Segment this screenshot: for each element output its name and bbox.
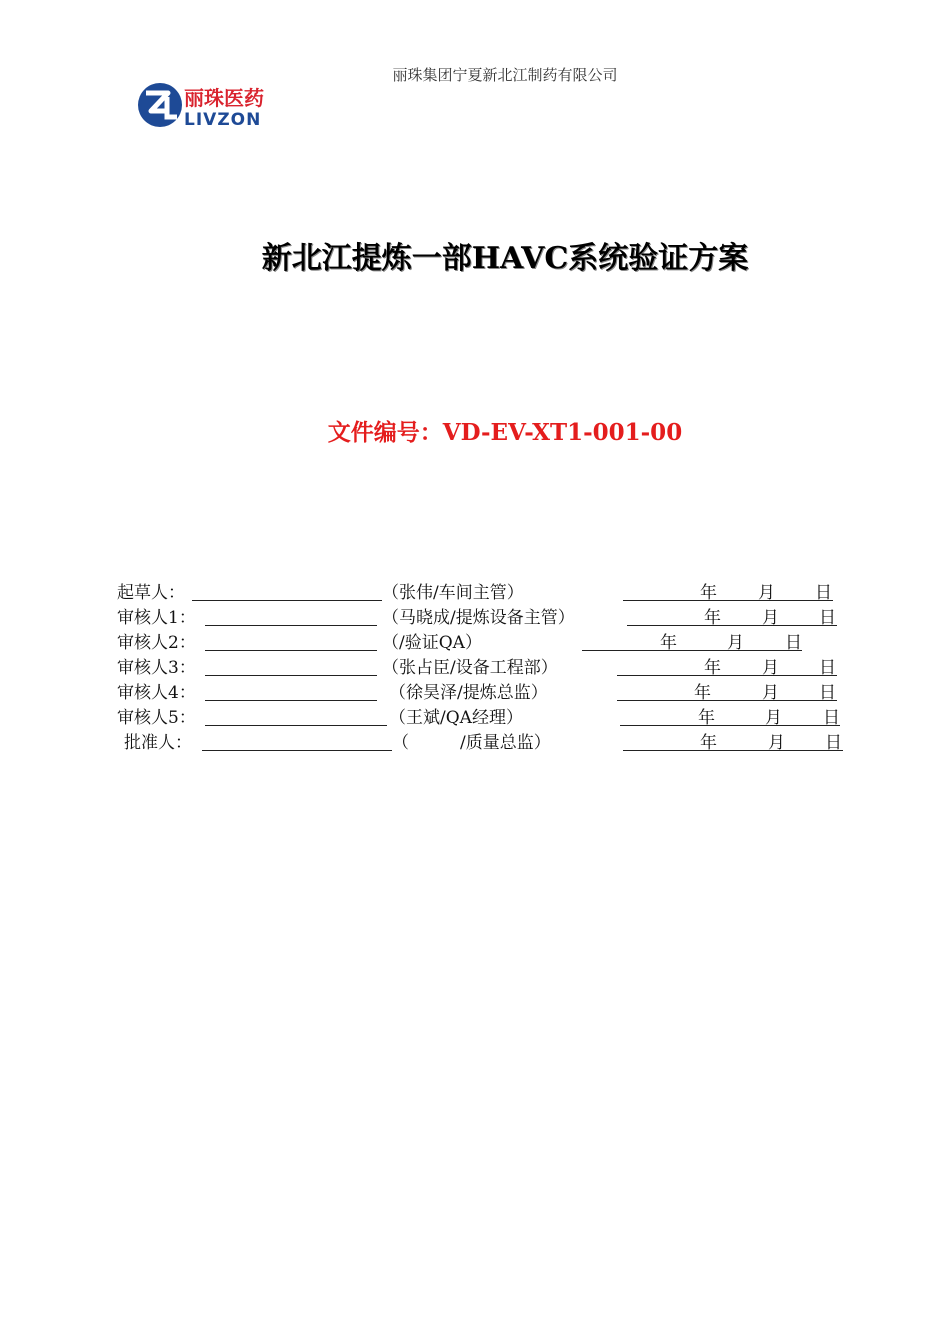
signature-role: 起草人： xyxy=(117,583,185,603)
signature-person: （马晓成/提炼设备主管） xyxy=(382,608,575,628)
date-line xyxy=(617,675,837,676)
logo-en-text: LIVZON xyxy=(184,110,262,130)
date-month: 月 xyxy=(727,633,744,653)
logo-cn-text: 丽珠医药 xyxy=(184,86,264,110)
date-year: 年 xyxy=(704,658,721,678)
signature-row xyxy=(117,582,857,604)
signature-row xyxy=(117,657,857,679)
signature-row xyxy=(117,632,857,654)
company-header: 丽珠集团宁夏新北江制药有限公司 xyxy=(392,66,618,84)
date-line xyxy=(620,725,840,726)
date-month: 月 xyxy=(762,683,779,703)
signature-line xyxy=(205,650,377,651)
date-line xyxy=(582,650,802,651)
signature-row xyxy=(117,607,857,629)
date-day: 日 xyxy=(825,733,842,753)
date-month: 月 xyxy=(765,708,782,728)
livzon-zl-logo-icon xyxy=(137,80,282,130)
date-month: 月 xyxy=(762,658,779,678)
signature-row xyxy=(117,707,857,729)
signature-person: （张占臣/设备工程部） xyxy=(382,658,558,678)
date-line xyxy=(617,700,837,701)
document-number: 文件编号：VD-EV-XT1-001-00 xyxy=(327,419,683,446)
signature-role: 审核人2： xyxy=(117,633,196,653)
date-line xyxy=(627,625,837,626)
signature-line xyxy=(205,700,377,701)
signature-role: 审核人3： xyxy=(117,658,196,678)
signature-person: （张伟/车间主管） xyxy=(382,583,524,603)
date-day: 日 xyxy=(823,708,840,728)
signature-line xyxy=(192,600,382,601)
date-month: 月 xyxy=(768,733,785,753)
signature-line xyxy=(205,625,377,626)
date-year: 年 xyxy=(694,683,711,703)
date-day: 日 xyxy=(819,608,836,628)
signature-role: 审核人4： xyxy=(117,683,196,703)
document-title: 新北江提炼一部HAVC系统验证方案 xyxy=(261,241,749,276)
signature-line xyxy=(202,750,392,751)
signature-row xyxy=(117,682,857,704)
signature-role: 批准人： xyxy=(124,733,192,753)
date-day: 日 xyxy=(819,658,836,678)
date-day: 日 xyxy=(819,683,836,703)
date-year: 年 xyxy=(704,608,721,628)
livzon-logo xyxy=(137,80,282,130)
date-year: 年 xyxy=(660,633,677,653)
date-month: 月 xyxy=(758,583,775,603)
date-year: 年 xyxy=(698,708,715,728)
date-year: 年 xyxy=(700,583,717,603)
date-year: 年 xyxy=(700,733,717,753)
date-line xyxy=(623,600,833,601)
date-day: 日 xyxy=(815,583,832,603)
signature-person: （ /质量总监） xyxy=(392,733,551,753)
signature-row xyxy=(117,732,857,754)
signature-person: （徐昊泽/提炼总监） xyxy=(389,683,548,703)
date-day: 日 xyxy=(785,633,802,653)
date-line xyxy=(623,750,843,751)
date-month: 月 xyxy=(762,608,779,628)
signature-person: （王斌/QA经理） xyxy=(389,708,523,728)
signature-role: 审核人5： xyxy=(117,708,196,728)
signature-person: （/验证QA） xyxy=(382,633,482,653)
signature-line xyxy=(205,675,377,676)
signature-role: 审核人1： xyxy=(117,608,196,628)
signature-line xyxy=(205,725,387,726)
